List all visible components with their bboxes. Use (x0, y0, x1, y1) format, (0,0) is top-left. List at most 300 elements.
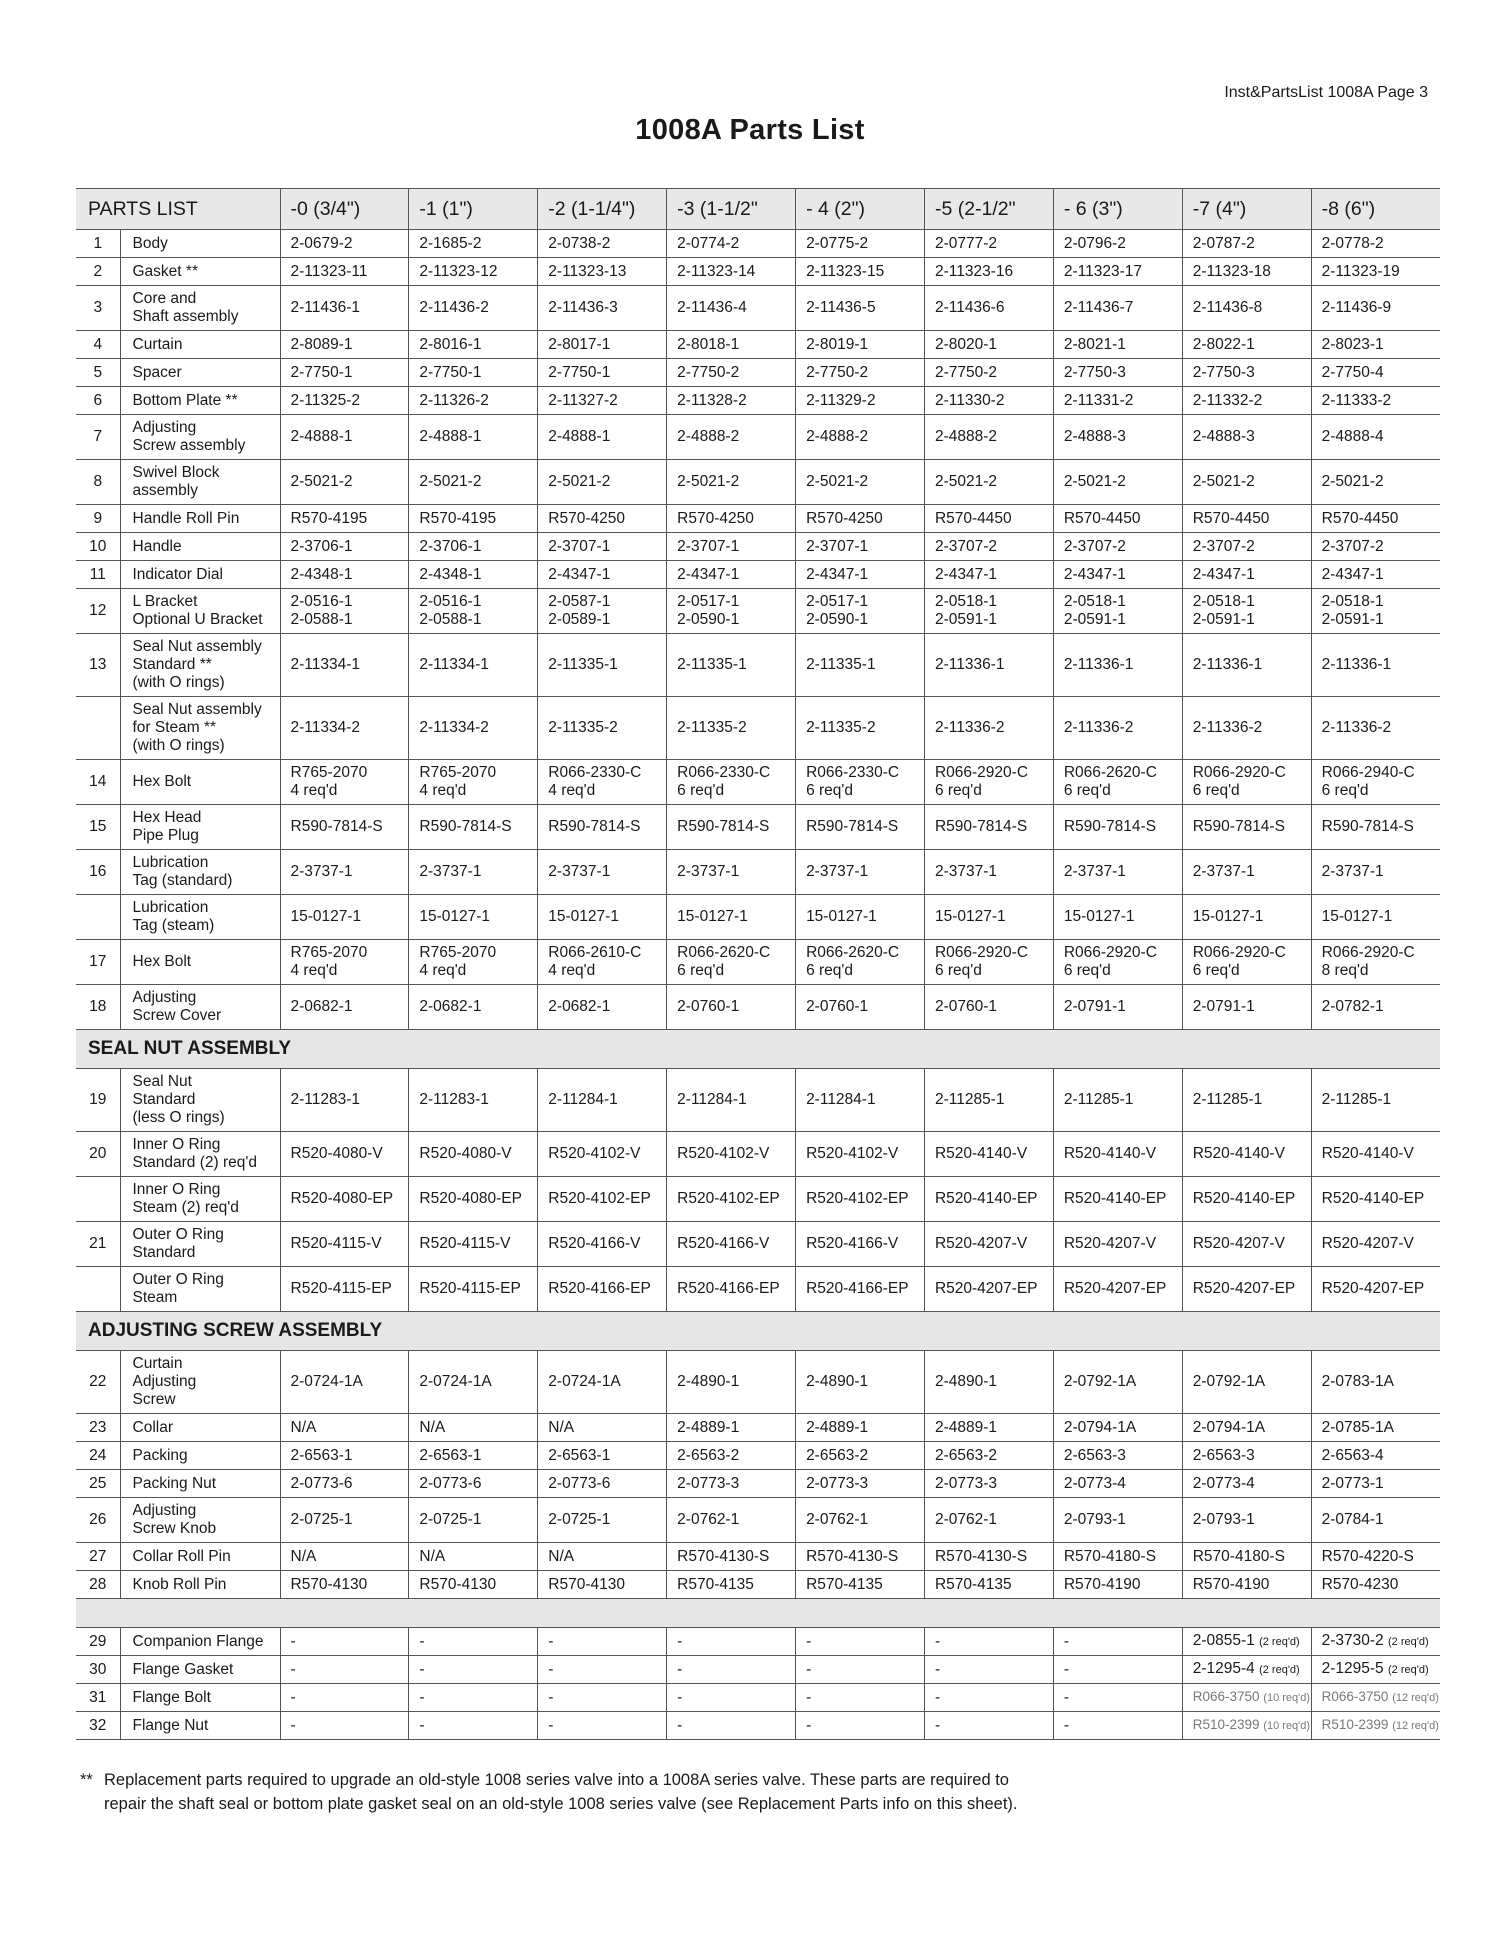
table-row (76, 1069, 1440, 1132)
item-number: 25 (76, 1470, 120, 1498)
part-number-cell: 2-11336-2 (1311, 697, 1440, 760)
part-number-cell: N/A (538, 1543, 667, 1571)
part-number-cell: 2-0518-1 2-0591-1 (1182, 589, 1311, 634)
part-number-cell: - (538, 1656, 667, 1684)
part-number-cell: 2-4347-1 (538, 561, 667, 589)
part-number-cell: N/A (409, 1543, 538, 1571)
part-number-cell: 2-11284-1 (667, 1069, 796, 1132)
part-number-cell: 2-11336-1 (924, 634, 1053, 697)
part-number-cell: 2-11323-15 (796, 258, 925, 286)
part-number-cell: 2-5021-2 (538, 460, 667, 505)
part-number-cell: 2-11436-1 (280, 286, 409, 331)
part-number-cell: 2-0773-4 (1182, 1470, 1311, 1498)
part-number-cell: 2-11335-2 (667, 697, 796, 760)
part-number-cell: - (409, 1656, 538, 1684)
part-name: Companion Flange (120, 1628, 280, 1656)
part-number-cell: 2-0682-1 (280, 985, 409, 1030)
part-number-cell: 2-0760-1 (796, 985, 925, 1030)
part-number-cell: 2-4888-3 (1053, 415, 1182, 460)
part-number-cell: 2-3707-1 (796, 533, 925, 561)
part-number-cell: 2-7750-2 (924, 359, 1053, 387)
column-header-size: -3 (1-1/2" (667, 189, 796, 230)
table-row (76, 1177, 1440, 1222)
part-number-cell: - (667, 1684, 796, 1712)
part-number-cell: 2-0760-1 (924, 985, 1053, 1030)
part-number-cell: 2-11329-2 (796, 387, 925, 415)
table-row (76, 387, 1440, 415)
part-number-cell: 2-11328-2 (667, 387, 796, 415)
part-number-cell: 2-1295-4 (2 req'd) (1182, 1656, 1311, 1684)
part-number-cell: 2-0725-1 (409, 1498, 538, 1543)
table-row (76, 1656, 1440, 1684)
part-number-cell: R520-4207-EP (1053, 1267, 1182, 1312)
part-number-cell: R570-4250 (538, 505, 667, 533)
part-number-cell: 2-3706-1 (280, 533, 409, 561)
part-name: Adjusting Screw Knob (120, 1498, 280, 1543)
part-number-cell: 2-0774-2 (667, 230, 796, 258)
part-number-cell: 2-0762-1 (667, 1498, 796, 1543)
part-number-cell: 2-11332-2 (1182, 387, 1311, 415)
table-row (76, 505, 1440, 533)
part-number-cell: 2-7750-1 (538, 359, 667, 387)
item-number: 32 (76, 1712, 120, 1740)
part-number-cell: R520-4207-V (1182, 1222, 1311, 1267)
item-number: 29 (76, 1628, 120, 1656)
part-number-cell: 2-0762-1 (796, 1498, 925, 1543)
part-number-cell: R590-7814-S (667, 805, 796, 850)
part-number-cell: 2-6563-1 (538, 1442, 667, 1470)
part-number-cell: R520-4080-V (409, 1132, 538, 1177)
table-row (76, 1351, 1440, 1414)
part-number-cell: 2-3707-2 (1311, 533, 1440, 561)
part-number-cell: 2-0794-1A (1182, 1414, 1311, 1442)
part-number-cell: - (280, 1656, 409, 1684)
item-number: 18 (76, 985, 120, 1030)
part-number-cell: 2-4889-1 (924, 1414, 1053, 1442)
part-number-cell: 2-0516-1 2-0588-1 (280, 589, 409, 634)
part-number-cell: 2-11436-9 (1311, 286, 1440, 331)
part-number-cell: 2-0773-4 (1053, 1470, 1182, 1498)
part-name: Flange Gasket (120, 1656, 280, 1684)
part-number-cell: 2-0773-6 (280, 1470, 409, 1498)
part-number-cell: - (538, 1684, 667, 1712)
part-number-cell: R520-4140-V (1053, 1132, 1182, 1177)
part-number-cell: 2-0682-1 (409, 985, 538, 1030)
part-name: Adjusting Screw assembly (120, 415, 280, 460)
part-number-cell: 15-0127-1 (667, 895, 796, 940)
table-row (76, 1442, 1440, 1470)
table-row (76, 760, 1440, 805)
part-number-cell: 2-3737-1 (409, 850, 538, 895)
part-number-cell: R520-4080-EP (409, 1177, 538, 1222)
part-number-cell: - (796, 1628, 925, 1656)
part-number-cell: R765-2070 4 req'd (409, 760, 538, 805)
column-header-size: - 6 (3") (1053, 189, 1182, 230)
part-number-cell: R590-7814-S (796, 805, 925, 850)
part-number-cell: 2-5021-2 (280, 460, 409, 505)
item-number: 11 (76, 561, 120, 589)
part-number-cell: R510-2399 (12 req'd) (1311, 1712, 1440, 1740)
part-number-cell: 2-4890-1 (796, 1351, 925, 1414)
part-number-cell: 2-0794-1A (1053, 1414, 1182, 1442)
table-row (76, 258, 1440, 286)
part-number-cell: 2-0855-1 (2 req'd) (1182, 1628, 1311, 1656)
part-number-cell: 2-11334-1 (409, 634, 538, 697)
column-header-size: -1 (1") (409, 189, 538, 230)
item-number: 31 (76, 1684, 120, 1712)
part-name: Curtain Adjusting Screw (120, 1351, 280, 1414)
part-number-cell: 2-4348-1 (280, 561, 409, 589)
part-number-cell: 2-11334-2 (409, 697, 538, 760)
part-number-cell: 2-11285-1 (1053, 1069, 1182, 1132)
section-header-row (76, 1030, 1440, 1069)
table-row (76, 1498, 1440, 1543)
part-number-cell: - (796, 1712, 925, 1740)
part-name: Flange Nut (120, 1712, 280, 1740)
part-number-cell: R570-4180-S (1182, 1543, 1311, 1571)
part-name: Handle Roll Pin (120, 505, 280, 533)
part-number-cell: 2-8020-1 (924, 331, 1053, 359)
part-name: Seal Nut Standard (less O rings) (120, 1069, 280, 1132)
item-number (76, 697, 120, 760)
part-number-cell: - (1053, 1628, 1182, 1656)
part-number-cell: R520-4207-V (1053, 1222, 1182, 1267)
part-number-cell: R590-7814-S (1182, 805, 1311, 850)
part-number-cell: - (924, 1684, 1053, 1712)
part-number-cell: 2-0725-1 (280, 1498, 409, 1543)
section-title: ADJUSTING SCREW ASSEMBLY (76, 1312, 1440, 1351)
part-number-cell: R590-7814-S (924, 805, 1053, 850)
item-number: 6 (76, 387, 120, 415)
part-number-cell: R066-2620-C 6 req'd (1053, 760, 1182, 805)
part-number-cell: 2-8016-1 (409, 331, 538, 359)
part-number-cell: 2-5021-2 (1053, 460, 1182, 505)
item-number: 2 (76, 258, 120, 286)
part-number-cell: R066-3750 (12 req'd) (1311, 1684, 1440, 1712)
part-number-cell: 15-0127-1 (1311, 895, 1440, 940)
part-number-cell: R520-4140-EP (1053, 1177, 1182, 1222)
part-number-cell: 2-5021-2 (796, 460, 925, 505)
item-number: 28 (76, 1571, 120, 1599)
part-number-cell: R520-4140-EP (1182, 1177, 1311, 1222)
part-number-cell: 2-11323-13 (538, 258, 667, 286)
part-number-cell: 2-11335-2 (538, 697, 667, 760)
part-number-cell: R520-4102-EP (667, 1177, 796, 1222)
part-number-cell: 2-0682-1 (538, 985, 667, 1030)
part-number-cell: 2-11335-1 (538, 634, 667, 697)
part-number-cell: 2-4890-1 (667, 1351, 796, 1414)
part-number-cell: 2-4347-1 (1182, 561, 1311, 589)
part-number-cell: 2-11334-2 (280, 697, 409, 760)
part-number-cell: R590-7814-S (409, 805, 538, 850)
part-number-cell: 2-4890-1 (924, 1351, 1053, 1414)
part-number-cell: 2-4347-1 (1053, 561, 1182, 589)
table-row (76, 1571, 1440, 1599)
part-number-cell: R590-7814-S (1053, 805, 1182, 850)
part-number-cell: 2-0791-1 (1182, 985, 1311, 1030)
part-number-cell: 2-11323-18 (1182, 258, 1311, 286)
page-title: 1008A Parts List (635, 114, 865, 146)
part-number-cell: 2-4347-1 (924, 561, 1053, 589)
part-number-cell: 2-3737-1 (538, 850, 667, 895)
part-name: Body (120, 230, 280, 258)
part-number-cell: 2-8018-1 (667, 331, 796, 359)
part-number-cell: - (667, 1712, 796, 1740)
part-number-cell: 2-11336-1 (1311, 634, 1440, 697)
part-name: Core and Shaft assembly (120, 286, 280, 331)
item-number: 4 (76, 331, 120, 359)
part-number-cell: 2-7750-3 (1053, 359, 1182, 387)
part-number-cell: - (280, 1628, 409, 1656)
part-number-cell: 2-11326-2 (409, 387, 538, 415)
part-number-cell: R520-4140-V (1311, 1132, 1440, 1177)
part-number-cell: 2-3737-1 (280, 850, 409, 895)
part-number-cell: R066-2330-C 4 req'd (538, 760, 667, 805)
table-row (76, 331, 1440, 359)
table-row (76, 634, 1440, 697)
part-name: Seal Nut assembly for Steam ** (with O rings) (120, 697, 280, 760)
part-name: Curtain (120, 331, 280, 359)
part-number-cell: 2-3707-2 (1182, 533, 1311, 561)
part-number-cell: - (667, 1628, 796, 1656)
part-number-cell: 2-3706-1 (409, 533, 538, 561)
part-number-cell: 2-0773-3 (796, 1470, 925, 1498)
part-number-cell: R520-4207-V (1311, 1222, 1440, 1267)
part-number-cell: 15-0127-1 (924, 895, 1053, 940)
part-number-cell: 15-0127-1 (1182, 895, 1311, 940)
part-number-cell: 2-1685-2 (409, 230, 538, 258)
part-number-cell: R520-4140-EP (1311, 1177, 1440, 1222)
part-number-cell: 2-4888-1 (538, 415, 667, 460)
part-number-cell: 2-0775-2 (796, 230, 925, 258)
part-number-cell: R066-2330-C 6 req'd (667, 760, 796, 805)
part-number-cell: 2-11336-2 (1053, 697, 1182, 760)
part-number-cell: 2-11336-2 (924, 697, 1053, 760)
part-number-cell: R570-4190 (1053, 1571, 1182, 1599)
part-number-cell: R765-2070 4 req'd (409, 940, 538, 985)
part-number-cell: - (538, 1712, 667, 1740)
part-number-cell: R570-4250 (667, 505, 796, 533)
part-number-cell: - (796, 1684, 925, 1712)
part-number-cell: 2-0792-1A (1053, 1351, 1182, 1414)
table-row (76, 1543, 1440, 1571)
item-number: 10 (76, 533, 120, 561)
item-number: 17 (76, 940, 120, 985)
part-number-cell: R066-2330-C 6 req'd (796, 760, 925, 805)
part-number-cell: 2-3737-1 (1182, 850, 1311, 895)
part-number-cell: N/A (409, 1414, 538, 1442)
part-number-cell: 2-5021-2 (667, 460, 796, 505)
part-number-cell: 2-11436-5 (796, 286, 925, 331)
part-number-cell: 2-11436-3 (538, 286, 667, 331)
part-number-cell: R520-4140-EP (924, 1177, 1053, 1222)
part-number-cell: 2-6563-3 (1182, 1442, 1311, 1470)
part-number-cell: 2-0793-1 (1182, 1498, 1311, 1543)
column-header-size: -0 (3/4") (280, 189, 409, 230)
part-name: Lubrication Tag (steam) (120, 895, 280, 940)
part-number-cell: R570-4180-S (1053, 1543, 1182, 1571)
section-header-row (76, 1312, 1440, 1351)
table-row (76, 230, 1440, 258)
item-number (76, 1267, 120, 1312)
table-row (76, 697, 1440, 760)
item-number: 19 (76, 1069, 120, 1132)
part-number-cell: 2-11336-1 (1053, 634, 1182, 697)
part-number-cell: 2-5021-2 (409, 460, 538, 505)
part-number-cell: R570-4450 (924, 505, 1053, 533)
part-number-cell: 2-0773-3 (667, 1470, 796, 1498)
part-number-cell: 2-0785-1A (1311, 1414, 1440, 1442)
part-name: Flange Bolt (120, 1684, 280, 1712)
part-number-cell: R520-4102-EP (796, 1177, 925, 1222)
part-number-cell: 2-0793-1 (1053, 1498, 1182, 1543)
column-header-size: - 4 (2") (796, 189, 925, 230)
part-number-cell: 2-8019-1 (796, 331, 925, 359)
footnote-line-1 (80, 1768, 1420, 1792)
item-number: 16 (76, 850, 120, 895)
part-number-cell: R066-2920-C 6 req'd (924, 940, 1053, 985)
column-header-size: -8 (6") (1311, 189, 1440, 230)
part-number-cell: R570-4220-S (1311, 1543, 1440, 1571)
part-number-cell: - (280, 1712, 409, 1740)
part-name: Outer O Ring Steam (120, 1267, 280, 1312)
part-number-cell: 2-0517-1 2-0590-1 (667, 589, 796, 634)
table-row (76, 1267, 1440, 1312)
part-number-cell: 2-0516-1 2-0588-1 (409, 589, 538, 634)
part-number-cell: - (667, 1656, 796, 1684)
part-number-cell: - (409, 1628, 538, 1656)
part-number-cell: R520-4102-V (667, 1132, 796, 1177)
part-number-cell: 2-3737-1 (924, 850, 1053, 895)
part-name: Bottom Plate ** (120, 387, 280, 415)
part-number-cell: R520-4080-V (280, 1132, 409, 1177)
part-number-cell: R570-4130-S (796, 1543, 925, 1571)
part-number-cell: 2-0760-1 (667, 985, 796, 1030)
part-number-cell: R520-4115-V (409, 1222, 538, 1267)
part-number-cell: 2-11331-2 (1053, 387, 1182, 415)
table-row (76, 415, 1440, 460)
part-number-cell: R520-4166-EP (538, 1267, 667, 1312)
part-number-cell: 2-11325-2 (280, 387, 409, 415)
part-number-cell: R570-4130 (538, 1571, 667, 1599)
part-number-cell: R570-4230 (1311, 1571, 1440, 1599)
item-number: 3 (76, 286, 120, 331)
part-number-cell: R570-4135 (667, 1571, 796, 1599)
part-number-cell: R066-2620-C 6 req'd (796, 940, 925, 985)
part-number-cell: 2-0783-1A (1311, 1351, 1440, 1414)
part-number-cell: 2-11327-2 (538, 387, 667, 415)
part-number-cell: - (924, 1628, 1053, 1656)
part-number-cell: 2-7750-2 (796, 359, 925, 387)
part-number-cell: R570-4130-S (667, 1543, 796, 1571)
part-number-cell: R570-4250 (796, 505, 925, 533)
part-number-cell: 2-0518-1 2-0591-1 (1311, 589, 1440, 634)
part-number-cell: R520-4207-EP (1182, 1267, 1311, 1312)
part-number-cell: 2-0587-1 2-0589-1 (538, 589, 667, 634)
part-number-cell: R066-2920-C 6 req'd (1182, 760, 1311, 805)
part-number-cell: 15-0127-1 (409, 895, 538, 940)
table-row (76, 1470, 1440, 1498)
table-row (76, 1712, 1440, 1740)
table-row (76, 1628, 1440, 1656)
part-name: Hex Head Pipe Plug (120, 805, 280, 850)
part-number-cell: 2-4888-4 (1311, 415, 1440, 460)
section-title: SEAL NUT ASSEMBLY (76, 1030, 1440, 1069)
part-number-cell: 2-0777-2 (924, 230, 1053, 258)
part-number-cell: 2-7750-1 (409, 359, 538, 387)
item-number: 1 (76, 230, 120, 258)
item-number: 13 (76, 634, 120, 697)
part-name: Spacer (120, 359, 280, 387)
part-number-cell: 2-11436-8 (1182, 286, 1311, 331)
part-number-cell: R520-4115-EP (280, 1267, 409, 1312)
part-number-cell: 2-6563-2 (796, 1442, 925, 1470)
table-row (76, 1222, 1440, 1267)
part-number-cell: 2-11323-12 (409, 258, 538, 286)
table-row (76, 895, 1440, 940)
part-number-cell: R590-7814-S (538, 805, 667, 850)
part-number-cell: 2-11336-1 (1182, 634, 1311, 697)
part-number-cell: R520-4166-EP (796, 1267, 925, 1312)
part-number-cell: 2-5021-2 (924, 460, 1053, 505)
part-number-cell: 2-3707-1 (538, 533, 667, 561)
part-number-cell: R570-4450 (1053, 505, 1182, 533)
part-number-cell: R590-7814-S (280, 805, 409, 850)
part-number-cell: 2-4889-1 (667, 1414, 796, 1442)
part-number-cell: 2-0517-1 2-0590-1 (796, 589, 925, 634)
part-name: L Bracket Optional U Bracket (120, 589, 280, 634)
part-number-cell: 2-5021-2 (1182, 460, 1311, 505)
part-number-cell: 2-7750-3 (1182, 359, 1311, 387)
part-number-cell: 2-11335-1 (796, 634, 925, 697)
item-number: 26 (76, 1498, 120, 1543)
part-number-cell: R570-4450 (1182, 505, 1311, 533)
part-number-cell: 15-0127-1 (1053, 895, 1182, 940)
part-number-cell: 2-0787-2 (1182, 230, 1311, 258)
item-number: 8 (76, 460, 120, 505)
item-number (76, 1177, 120, 1222)
part-number-cell: 2-4888-2 (667, 415, 796, 460)
part-number-cell: R066-3750 (10 req'd) (1182, 1684, 1311, 1712)
part-number-cell: 2-11334-1 (280, 634, 409, 697)
part-number-cell: 2-4888-1 (409, 415, 538, 460)
part-number-cell: - (924, 1656, 1053, 1684)
part-number-cell: 2-0518-1 2-0591-1 (1053, 589, 1182, 634)
part-number-cell: N/A (538, 1414, 667, 1442)
spacer-cell (76, 1599, 1440, 1628)
part-number-cell: R066-2610-C 4 req'd (538, 940, 667, 985)
item-number: 30 (76, 1656, 120, 1684)
part-number-cell: 2-8022-1 (1182, 331, 1311, 359)
part-number-cell: R765-2070 4 req'd (280, 760, 409, 805)
part-number-cell: R570-4450 (1311, 505, 1440, 533)
part-name: Indicator Dial (120, 561, 280, 589)
item-number: 23 (76, 1414, 120, 1442)
part-number-cell: 2-0791-1 (1053, 985, 1182, 1030)
part-number-cell: R520-4140-V (1182, 1132, 1311, 1177)
part-number-cell: - (1053, 1712, 1182, 1740)
footnote-mark: ** (80, 1771, 93, 1789)
item-number: 22 (76, 1351, 120, 1414)
part-number-cell: - (1053, 1656, 1182, 1684)
part-number-cell: 15-0127-1 (280, 895, 409, 940)
part-number-cell: R520-4102-EP (538, 1177, 667, 1222)
part-number-cell: 2-11323-17 (1053, 258, 1182, 286)
part-name: Gasket ** (120, 258, 280, 286)
part-number-cell: 2-0778-2 (1311, 230, 1440, 258)
part-name: Knob Roll Pin (120, 1571, 280, 1599)
part-number-cell: 2-0724-1A (538, 1351, 667, 1414)
